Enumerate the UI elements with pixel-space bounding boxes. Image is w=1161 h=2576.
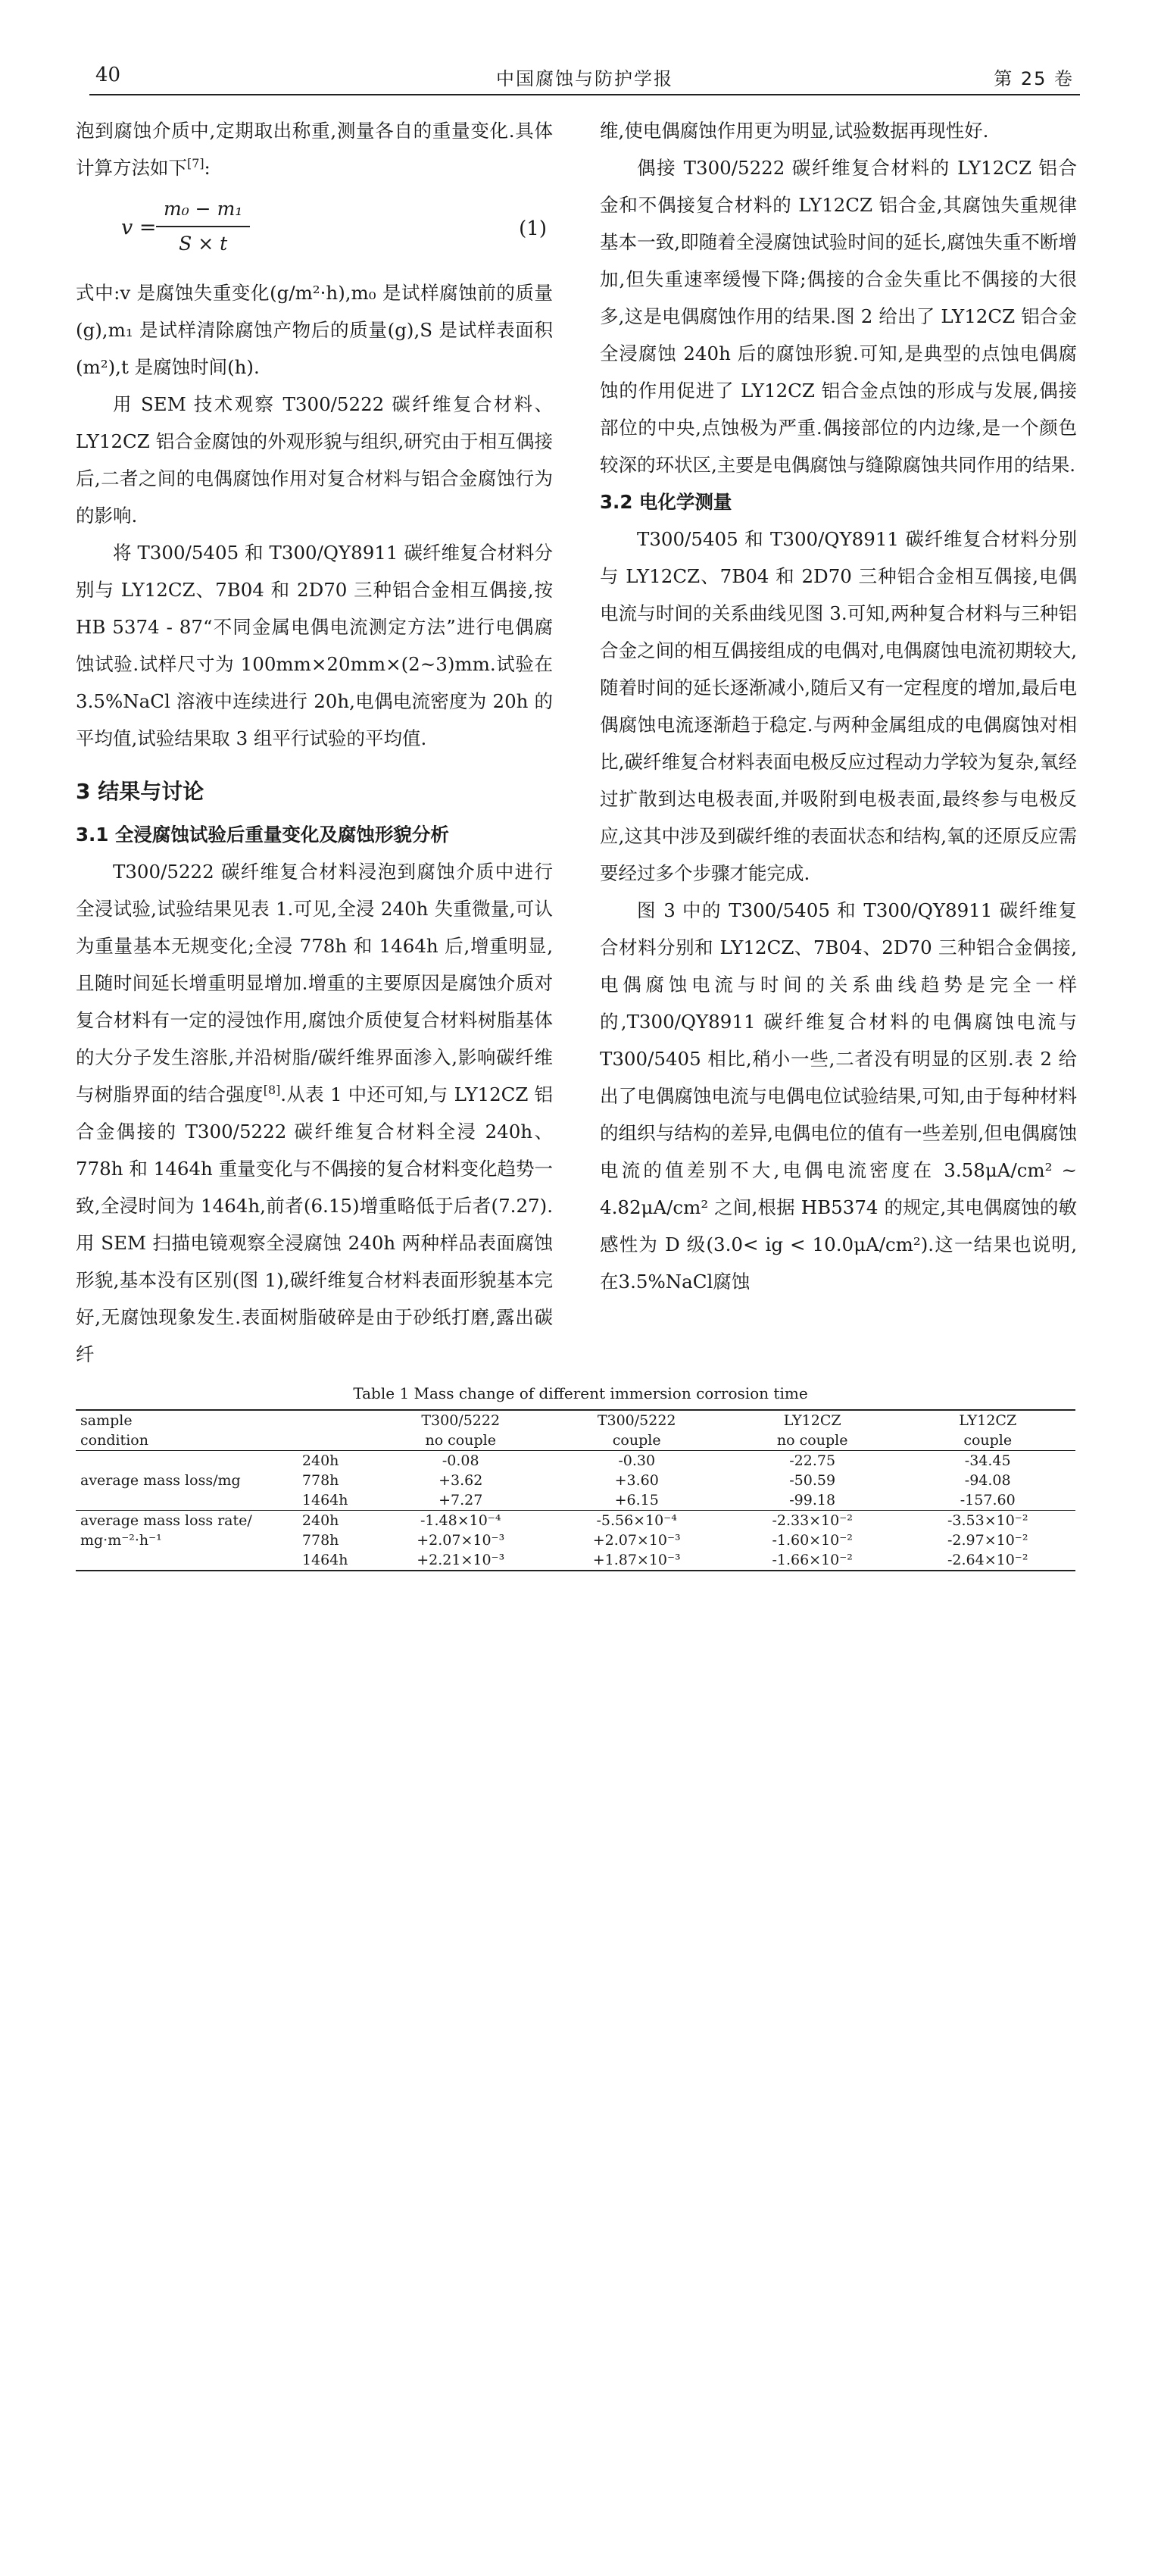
value-cell: -5.56×10⁻⁴ [548,1511,724,1531]
paragraph: 维,使电偶腐蚀作用更为明显,试验数据再现性好. [600,120,989,142]
subsection-heading: 3.2 电化学测量 [600,491,732,513]
time-cell: 1464h [301,1492,348,1508]
value-cell: -157.60 [960,1492,1016,1508]
paragraph: T300/5222 碳纤维复合材料浸泡到腐蚀介质中进行全浸试验,试验结果见表 1.可见,全浸 240h 失重微量,可认为重量基本无规变化;全浸 778h 和 1464h 后,增重明显,且随时间延长增重明显增加.增重的主要原因是腐蚀介质对复合材料有一定的浸蚀作用,腐蚀介质使复合材料树脂基体的大分子发生溶胀,并沿树脂/碳纤维界面渗入,影响碳纤维与树脂界面的结合强度[8].从表 1 中还可知,与 LY12CZ 铝合金偶接的 T300/5222 碳纤维复合材料全浸 240h、778h 和 1464h 重量变化与不偶接的复合材料变化趋势一致,全浸时间为 1464h,前者(6.15)增重略低于后者(7.27).用 SEM 扫描电镜观察全浸腐蚀 240h 两种样品表面腐蚀形貌,基本没有区别(图 1),碳纤维复合材料表面形貌基本完好,无腐蚀现象发生.表面树脂破碎是由于砂纸打磨,露出碳纤 [76,861,553,1365]
table-row [76,1451,1075,1471]
value-cell: -2.97×10⁻² [947,1532,1028,1549]
value-cell: -94.08 [964,1472,1011,1489]
value-cell: +3.60 [614,1472,659,1489]
value-cell: -22.75 [789,1452,836,1469]
equation-1 [76,186,553,274]
value-cell: -3.53×10⁻² [900,1511,1075,1531]
table-row [76,1550,1075,1571]
header-cell: LY12CZ [725,1410,900,1430]
value-cell: -0.30 [618,1452,656,1469]
value-cell: -2.64×10⁻² [900,1550,1075,1571]
volume-label: 第 25 卷 [994,68,1074,89]
paragraph: 图 3 中的 T300/5405 和 T300/QY8911 碳纤维复合材料分别和 LY12CZ、7B04、2D70 三种铝合金偶接,电偶腐蚀电流与时间的关系曲线趋势是完全一样的,T300/QY8911 碳纤维复合材料的电偶腐蚀电流与 T300/5405 相比,稍小一些,二者没有明显的区别.表 2 给出了电偶腐蚀电流与电偶电位试验结果,可知,由于每种材料的组织与结构的差异,电偶电位的值有一些差别,但电偶腐蚀电流的值差别不大,电偶电流密度在 3.58μA/cm² ~ 4.82μA/cm² 之间,根据 HB5374 的规定,其电偶腐蚀的敏感性为 D 级(3.0< ig < 10.0μA/cm²).这一结果也说明,在3.5%NaCl腐蚀 [600,899,1077,1293]
section-heading: 3 结果与讨论 [76,779,204,804]
table-header-row [76,1430,1075,1451]
page-number: 40 [95,64,121,86]
row-group-label: average mass loss/mg [80,1472,241,1489]
citation[interactable]: [7] [187,155,204,170]
paragraph: 偶接 T300/5222 碳纤维复合材料的 LY12CZ 铝合金和不偶接复合材料的 LY12CZ 铝合金,其腐蚀失重规律基本一致,即随着全浸腐蚀试验时间的延长,腐蚀失重不断增加,但失重速率缓慢下降;偶接的合金失重比不偶接的大很多,这是电偶腐蚀作用的结果.图 2 给出了 LY12CZ 铝合金全浸腐蚀 240h 后的腐蚀形貌.可知,是典型的点蚀电偶腐蚀的作用促进了 LY12CZ 铝合金点蚀的形成与发展,偶接部位的中央,点蚀极为严重.偶接部位的内边缘,是一个颜色较深的环状区,主要是电偶腐蚀与缝隙腐蚀共同作用的结果. [600,157,1077,476]
header-cell: condition [76,1430,298,1451]
table-1 [76,1409,1075,1571]
row-group-label: mg·m⁻²·h⁻¹ [80,1532,162,1549]
mass-change-table [76,1409,1075,1571]
row-group-label: average mass loss rate/ [76,1511,298,1531]
right-column [600,112,1077,1300]
value-cell: -99.18 [789,1492,836,1508]
table-row [76,1471,1075,1490]
paragraph: 式中:v 是腐蚀失重变化(g/m²·h),m₀ 是试样腐蚀前的质量(g),m₁ 是试样清除腐蚀产物后的质量(g),S 是试样表面积(m²),t 是腐蚀时间(h). [76,282,553,378]
time-cell: 778h [301,1472,339,1489]
header-cell: T300/5222 [548,1410,724,1430]
equation-number: (1) [519,217,547,240]
header-cell: couple [548,1430,724,1451]
table-row [76,1530,1075,1550]
value-cell: -34.45 [964,1452,1011,1469]
value-cell: +2.21×10⁻³ [373,1550,548,1571]
time-cell: 240h [301,1452,339,1469]
paragraph: 将 T300/5405 和 T300/QY8911 碳纤维复合材料分别与 LY12CZ、7B04 和 2D70 三种铝合金相互偶接,按 HB 5374 - 87“不同金属电偶电流测定方法”进行电偶腐蚀试验.试样尺寸为 100mm×20mm×(2~3)mm.试验在 3.5%NaCl 溶液中连续进行 20h,电偶电流密度为 20h 的平均值,试验结果取 3 组平行试验的平均值. [76,542,553,749]
value-cell: +3.62 [438,1472,483,1489]
header-cell: couple [900,1430,1075,1451]
value-cell: -0.08 [442,1452,479,1469]
subsection-heading: 3.1 全浸腐蚀试验后重量变化及腐蚀形貌分析 [76,824,449,846]
paragraph: 用 SEM 技术观察 T300/5222 碳纤维复合材料、LY12CZ 铝合金腐蚀的外观形貌与组织,研究由于相互偶接后,二者之间的电偶腐蚀作用对复合材料与铝合金腐蚀行为的影响. [76,393,553,527]
value-cell: -1.48×10⁻⁴ [373,1511,548,1531]
table-row [76,1490,1075,1511]
paragraph: 泡到腐蚀介质中,定期取出称重,测量各自的重量变化.具体计算方法如下[7]: [76,120,553,179]
header-cell [298,1410,373,1430]
value-cell: -2.33×10⁻² [725,1511,900,1531]
row-group-label [76,1451,298,1471]
running-header [89,59,1080,95]
header-cell: LY12CZ [900,1410,1075,1430]
header-cell: sample [76,1410,298,1430]
header-cell: no couple [725,1430,900,1451]
equation-denominator: S × t [179,233,228,255]
equation-numerator: m₀ − m₁ [156,192,250,227]
citation[interactable]: [8] [263,1082,281,1097]
value-cell: +2.07×10⁻³ [417,1532,505,1549]
equation-fraction [156,192,250,261]
table-caption: Table 1 Mass change of different immersion corrosion time [353,1384,808,1402]
value-cell: -1.66×10⁻² [725,1550,900,1571]
value-cell: +1.87×10⁻³ [548,1550,724,1571]
time-cell: 778h [301,1532,339,1549]
value-cell: -1.60×10⁻² [772,1532,853,1549]
table-header-row [76,1410,1075,1430]
value-cell: +2.07×10⁻³ [592,1532,681,1549]
header-cell: no couple [373,1430,548,1451]
value-cell: +7.27 [438,1492,483,1508]
paragraph: T300/5405 和 T300/QY8911 碳纤维复合材料分别与 LY12CZ、7B04 和 2D70 三种铝合金相互偶接,电偶电流与时间的关系曲线见图 3.可知,两种复合材料与三种铝合金之间的相互偶接组成的电偶对,电偶腐蚀电流初期较大,随着时间的延长逐渐减小,随后又有一定程度的增加,最后电偶腐蚀电流逐渐趋于稳定.与两种金属组成的电偶腐蚀对相比,碳纤维复合材料表面电极反应过程动力学较为复杂,氧经过扩散到达电极表面,并吸附到电极表面,最终参与电极反应,这其中涉及到碳纤维的表面状态和结构,氧的还原反应需要经过多个步骤才能完成. [600,528,1077,884]
header-cell [298,1430,373,1451]
value-cell: +6.15 [614,1492,659,1508]
table-row [76,1511,1075,1531]
time-cell: 240h [298,1511,373,1531]
header-cell: T300/5222 [373,1410,548,1430]
time-cell: 1464h [298,1550,373,1571]
left-column [76,112,553,1373]
value-cell: -50.59 [789,1472,836,1489]
journal-title: 中国腐蚀与防护学报 [496,68,673,89]
equation-lhs: v = [121,216,157,239]
